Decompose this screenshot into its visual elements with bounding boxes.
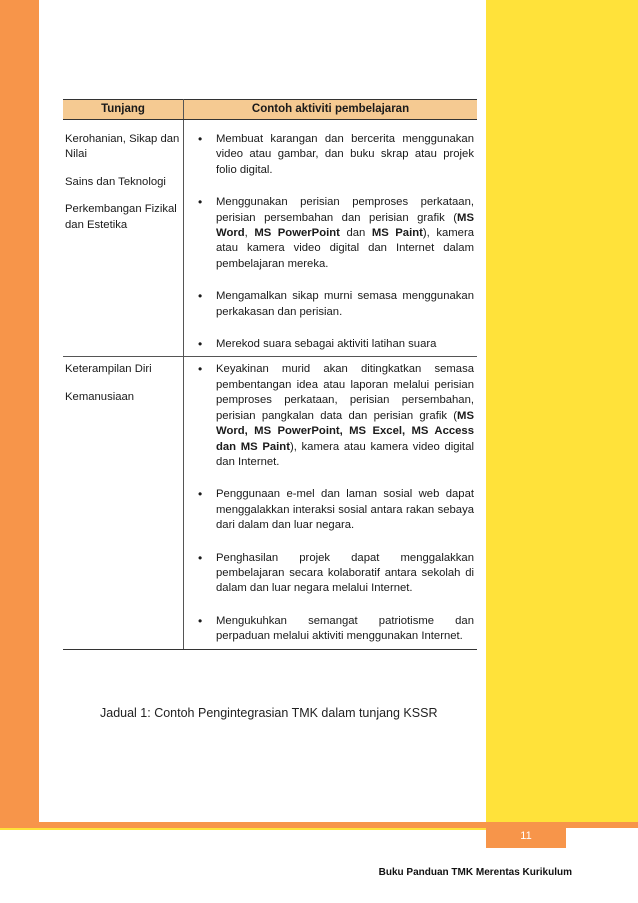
- activity-item: • Penggunaan e-mel dan laman sosial web dapat menggalakkan interaksi sosial antara rakan sebaya dari dalam dan luar negara.: [198, 487, 474, 533]
- activity-item: • Penghasilan projek dapat menggalakkan pembelajaran secara kolaboratif antara sekolah di dalam dan luar negara melalui Internet.: [198, 551, 474, 597]
- activity-item: • Merekod suara sebagai aktiviti latihan suara: [198, 337, 474, 352]
- activity-item: • Keyakinan murid akan ditingkatkan semasa pembentangan idea atau laporan melalui perisian pemproses perkataan, perisian persembahan, perisian pangkalan data dan perisian grafik (MS Word, MS PowerPoint, MS Excel, MS Access dan MS Paint), kamera atau kamera video digital dan Internet.: [198, 362, 474, 470]
- table-caption: Jadual 1: Contoh Pengintegrasian TMK dalam tunjang KSSR: [100, 706, 438, 720]
- activities-cell: [184, 120, 478, 357]
- pillar-cell: [63, 357, 184, 649]
- table-header-row: [63, 100, 477, 120]
- book-title: Buku Panduan TMK Merentas Kurikulum: [378, 867, 572, 878]
- activity-item: • Mengukuhkan semangat patriotisme dan perpaduan melalui aktiviti menggunakan Internet.: [198, 614, 474, 645]
- pillar-label: Kerohanian, Sikap dan Nilai: [65, 133, 180, 161]
- activity-item: • Mengamalkan sikap murni semasa menggunakan perkakasan dan perisian.: [198, 289, 474, 320]
- activities-cell: [184, 357, 478, 649]
- column-header-activities: Contoh aktiviti pembelajaran: [184, 100, 478, 120]
- table-row: [63, 120, 477, 357]
- activity-item: • Menggunakan perisian pemproses perkataan, perisian persembahan dan perisian grafik (MS Word, MS PowerPoint dan MS Paint), kamera atau kamera video digital dan Internet dalam pembelajaran mereka.: [198, 195, 474, 272]
- page-number: 11: [486, 822, 566, 848]
- pillar-label: Perkembangan Fizikal dan Estetika: [65, 203, 177, 231]
- activity-item: • Membuat karangan dan bercerita menggunakan video atau gambar, dan buku skrap atau projek folio digital.: [198, 132, 474, 178]
- table-row: [63, 357, 477, 649]
- kssr-integration-table: [63, 99, 477, 650]
- footer-yellow-band: [0, 828, 486, 830]
- pillar-label: Kemanusiaan: [65, 390, 135, 403]
- yellow-side-bar: [486, 0, 638, 822]
- column-header-tunjang: Tunjang: [63, 100, 184, 120]
- pillar-label: Sains dan Teknologi: [65, 175, 166, 188]
- pillar-label: Keterampilan Diri: [65, 363, 152, 376]
- pillar-cell: [63, 120, 184, 357]
